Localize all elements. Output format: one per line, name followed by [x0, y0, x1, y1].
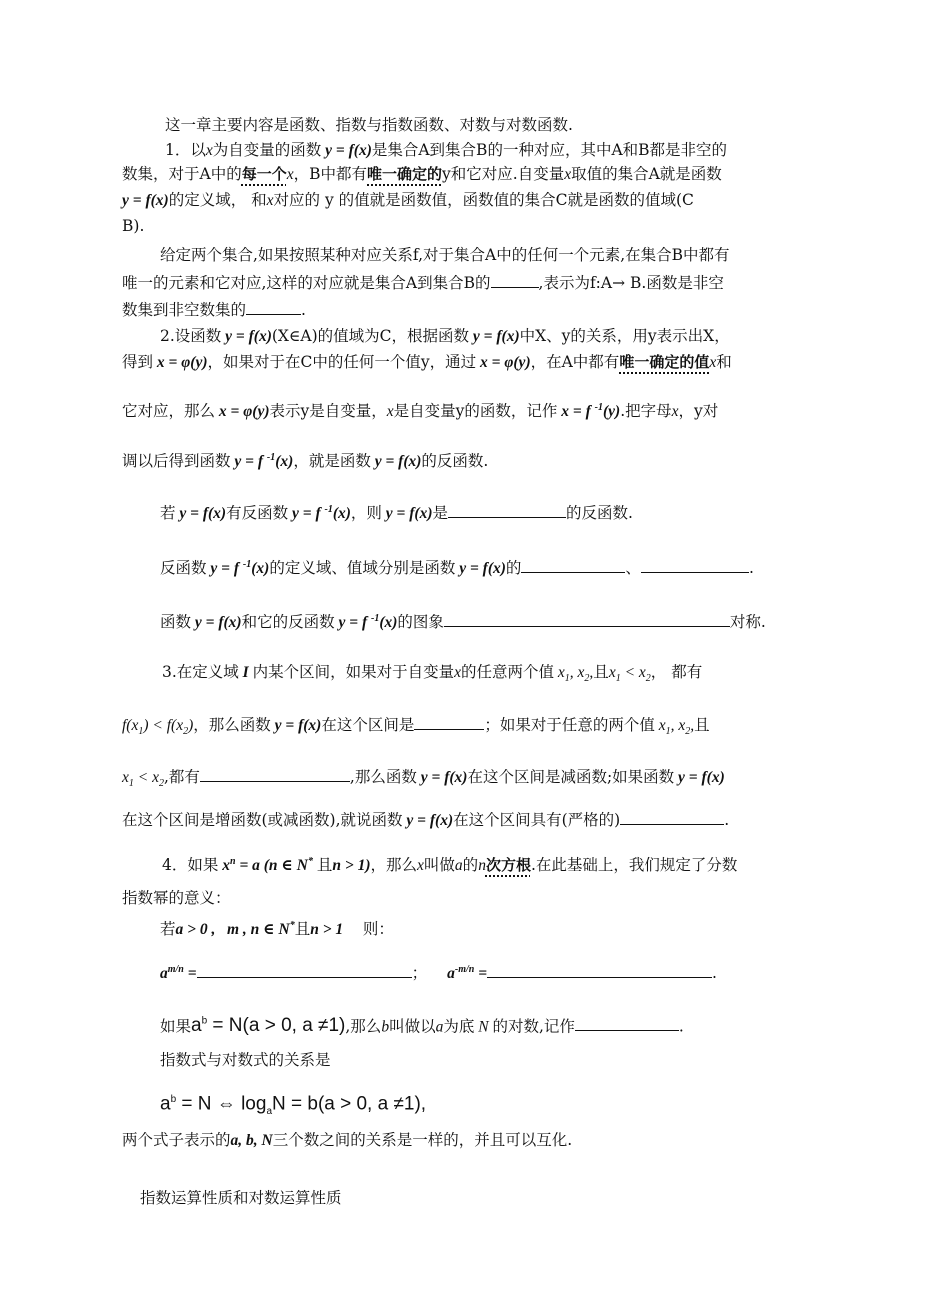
- log-line1: 如果$a^b = N(a > 0$, a ≠1),那么b叫做以a为底 N 的对数,记作 .: [160, 1015, 684, 1037]
- sec4-line4: $a^{m/n}$ = ； $a^{-m/n}$ = .: [160, 964, 717, 983]
- sec2-line2: 得到 x = φ(y)，如果对于在C中的任何一个值y，通过 x = φ(y)，在A中都有唯一确定的值x和: [122, 353, 732, 371]
- sec1-line4: B).: [122, 217, 145, 235]
- answer-blank[interactable]: [414, 714, 484, 730]
- sec1-line1: 1．以x为自变量的函数 y = f(x)是集合A到集合B的一种对应，其中A和B都是非空的: [165, 141, 728, 159]
- def-line3: 数集到非空数集的 .: [122, 301, 306, 319]
- answer-blank[interactable]: [620, 809, 724, 825]
- sec1-line2: 数集，对于A中的每一个x，B中都有唯一确定的y和它对应.自变量x取值的集合A就是函数: [122, 165, 722, 183]
- sec2-line1: 2.设函数 y = f(x)(X∈A)的值域为C，根据函数 y = f(x)中X、y的关系，用y表示出X，: [160, 327, 730, 345]
- answer-blank[interactable]: [641, 557, 749, 573]
- answer-blank[interactable]: [200, 766, 350, 782]
- sec3-line3: $x_1 < x_2$,都有 ,那么函数 y = f(x)在这个区间是减函数;如果函数 y = f(x): [122, 768, 725, 790]
- answer-blank[interactable]: [487, 962, 712, 978]
- answer-blank[interactable]: [448, 502, 566, 518]
- sec2-line4: 调以后得到函数 y = f $^{-1}$(x)，就是函数 y = f(x)的反函数.: [122, 452, 489, 471]
- log-line4: 两个式子表示的a, b, N三个数之间的关系是一样的，并且可以互化.: [122, 1131, 573, 1149]
- answer-blank[interactable]: [575, 1015, 679, 1031]
- log-formula: $a^b = N$ ⇔ $\log_aN = b(a > 0$, a ≠1),: [160, 1093, 427, 1118]
- inverse-q1: 若 y = f(x)有反函数 y = f $^{-1}$(x)，则 y = f(x)是 的反函数.: [160, 504, 633, 523]
- answer-blank[interactable]: [197, 962, 412, 978]
- sec2-line3: 它对应，那么 x = φ(y)表示y是自变量，x是自变量y的函数，记作 x = f $^{-1}$(y).把字母x，y对: [122, 402, 719, 421]
- intro-line: 这一章主要内容是函数、指数与指数函数、对数与对数函数.: [165, 116, 573, 134]
- log-line2: 指数式与对数式的关系是: [160, 1051, 331, 1069]
- inverse-q3: 函数 y = f(x)和它的反函数 y = f $^{-1}$(x)的图象 对称.: [160, 613, 766, 632]
- inverse-q2: 反函数 y = f $^{-1}$(x)的定义域、值域分别是函数 y = f(x)的 、 .: [160, 559, 754, 578]
- sec4-line1: 4．如果 $x^n = a$ (n ∈ N* 且n > 1)，那么x叫做a的n次方根.在此基础上，我们规定了分数: [162, 856, 738, 875]
- def-line2: 唯一的元素和它对应,这样的对应就是集合A到集合B的 ,表示为f:A→ B.函数是非空: [122, 274, 724, 292]
- sec4-line3: 若a > 0 , m , n ∈ N*且n > 1 则：: [160, 920, 394, 939]
- answer-blank[interactable]: [444, 611, 730, 627]
- sec3-line2: $f(x_1) < f(x_2)$，那么函数 y = f(x)在这个区间是 ；如果对于任意的两个值 $x_1$, $x_2$,且: [122, 716, 710, 738]
- footer-heading: 指数运算性质和对数运算性质: [140, 1189, 342, 1207]
- sec3-line4: 在这个区间是增函数(或减函数),就说函数 y = f(x)在这个区间具有(严格的) .: [122, 811, 730, 829]
- answer-blank[interactable]: [521, 557, 625, 573]
- sec3-line1: 3.在定义域 I 内某个区间，如果对于自变量x的任意两个值 $x_1$, $x_2$,且$x_1 < x_2$， 都有: [162, 663, 703, 685]
- sec4-line2: 指数幂的意义：: [122, 889, 231, 907]
- sec1-line3: y = f(x)的定义域， 和x对应的 y 的值就是函数值，函数值的集合C就是函数的值域(C: [122, 191, 694, 209]
- def-line1: 给定两个集合,如果按照某种对应关系f,对于集合A中的任何一个元素,在集合B中都有: [160, 246, 730, 264]
